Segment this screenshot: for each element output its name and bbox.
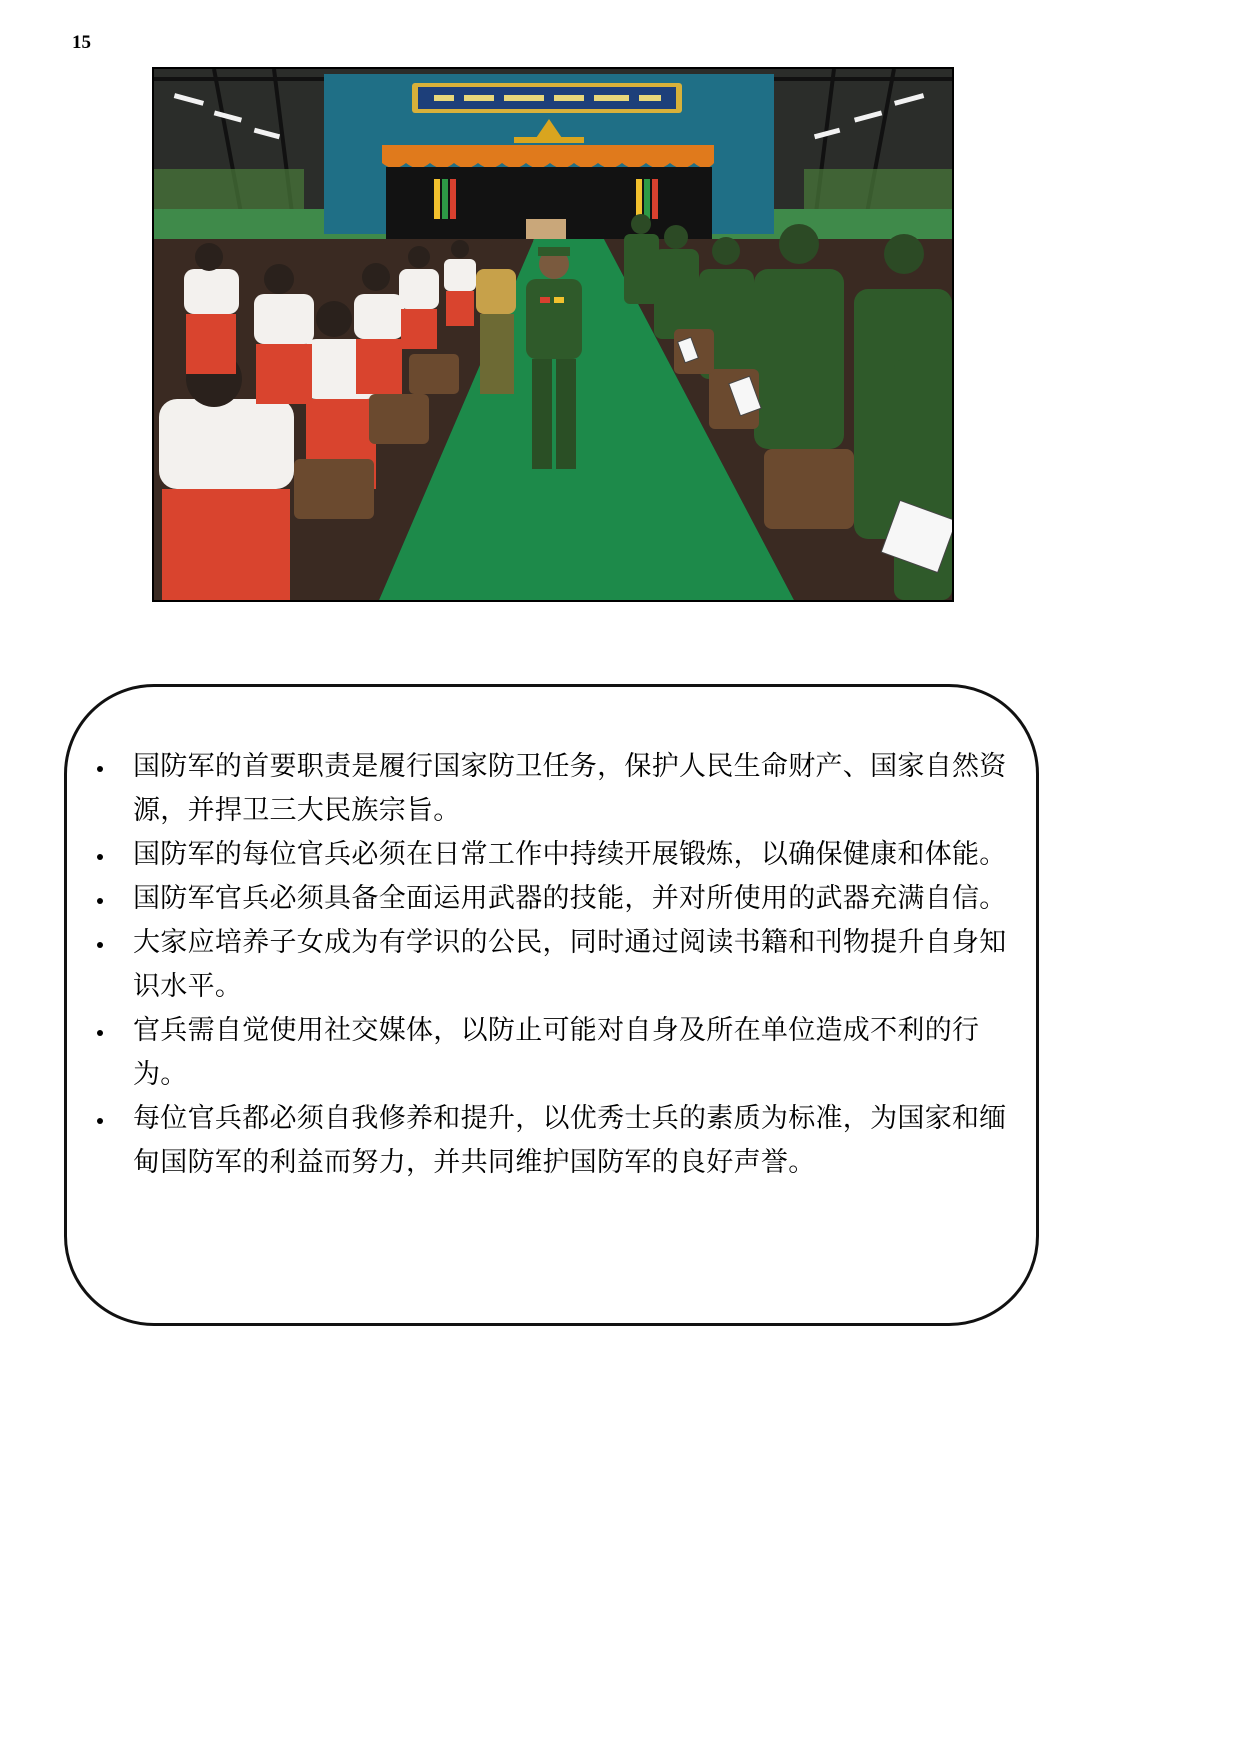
list-item-text: 国防军的每位官兵必须在日常工作中持续开展锻炼，以确保健康和体能。 xyxy=(133,839,1007,870)
bullet-dot-icon xyxy=(97,766,103,772)
list-item xyxy=(67,877,1036,921)
list-item xyxy=(67,833,1036,877)
bullet-dot-icon xyxy=(97,898,103,904)
bullet-dot-icon xyxy=(97,942,103,948)
list-item-text: 国防军官兵必须具备全面运用武器的技能，并对所使用的武器充满自信。 xyxy=(133,883,1007,914)
list-item xyxy=(67,745,1036,833)
bullet-dot-icon xyxy=(97,1118,103,1124)
bullet-dot-icon xyxy=(97,1030,103,1036)
bullet-dot-icon xyxy=(97,854,103,860)
bullet-points-box xyxy=(64,684,1039,1326)
list-item-text: 国防军的首要职责是履行国家防卫任务，保护人民生命财产、国家自然资源，并捍卫三大民族宗旨。 xyxy=(133,751,1007,826)
assembly-hall-photo xyxy=(152,67,954,602)
list-item xyxy=(67,921,1036,1009)
list-item xyxy=(67,1097,1036,1185)
bullet-list xyxy=(67,745,1036,1185)
list-item-text: 每位官兵都必须自我修养和提升，以优秀士兵的素质为标准，为国家和缅甸国防军的利益而努力，并共同维护国防军的良好声誉。 xyxy=(133,1103,1007,1178)
list-item xyxy=(67,1009,1036,1097)
list-item-text: 大家应培养子女成为有学识的公民，同时通过阅读书籍和刊物提升自身知识水平。 xyxy=(133,927,1007,1002)
assembly-hall-photo-illustration xyxy=(154,69,952,600)
page-number: 15 xyxy=(72,32,91,53)
list-item-text: 官兵需自觉使用社交媒体，以防止可能对自身及所在单位造成不利的行为。 xyxy=(133,1015,980,1090)
